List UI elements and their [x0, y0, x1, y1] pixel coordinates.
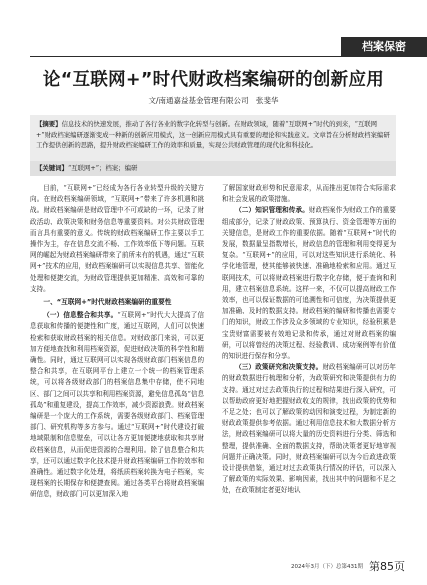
section-heading-1: 一、“互联网+”时代财政档案编研的重要性 [43, 298, 172, 307]
keywords-text: “互联网+”；档案；编研 [67, 164, 138, 172]
article-title: 论“互联网+”时代财政档案编研的创新应用 [42, 70, 385, 90]
left-column [30, 183, 204, 501]
section-tag: 档案保密 [341, 37, 427, 56]
intro-paragraph: 目前，“互联网+”已经成为各行各业转型升级的关键方向。在财政档案编研领域，“互联网+”带来了许多机遇和挑战。财政档案编研是财政管理中不可或缺的一环，记录了财政活动、政策决策和财务信息等重要资料。对公共财政管理而言具有重要的意义。传统的财政档案编研工作主要以手工操作为主，存在信息交流不畅、工作效率低下等问题。互联网的崛起为财政档案编研带来了前所未有的机遇，通过“互联网+”技术的应用，财政档案编研可以实现信息共享、智能化处理和便捷交流，为财政管理提供更加精准、高效和可靠的支持。 [30, 184, 204, 293]
subsection-2 [222, 205, 396, 362]
keywords-label: 【关键词】 [36, 164, 68, 172]
abstract-box [30, 115, 396, 161]
right-column [222, 183, 396, 497]
abstract-text: 信息技术的快速发展，推动了各行各业的数字化转型与创新。在财政领域，随着“互联网+”时代的到来，“互联网+”财政档案编研逐渐变成一种新的创新应用模式，这一创新应用模式具有重要的理论和实践意义。文章旨在分析财政档案编研工作提供创新的思路，提升财政档案编研工作的效率和质量，实现公共财政管理的现代化和科技化。 [36, 120, 390, 149]
continued-paragraph: 了解国家财政形势和民意需求，从而推出更加符合实际需求和社会发展的政策措施。 [222, 184, 396, 204]
subsection-1 [30, 310, 204, 500]
keywords-box [30, 161, 396, 176]
header-rule [30, 56, 427, 57]
page-number: 第85页 [369, 560, 405, 573]
subsection-1-label: （一）信息整合和共享。 [43, 311, 118, 320]
subsection-2-text: 财政档案作为财政工作的重要组成部分，记录了财政政策、预算执行、资金管理等方面的关键信息，是财政工作的重要依据。随着“互联网+”时代的发展，数据量呈指数增长，财政信息的管理和利用变得更为复杂。“互联网+”的应用，可以对这些知识进行系统化、科学化地管理，使其能够被快速、准确地检索和应用。通过互联网技术，可以将财政档案进行数字化存储，便于查询和利用，建立档案信息系统。这样一来，不仅可以提高财政工作效率，也可以保证数据的可追溯性和可信度，为决策提供更加准确、及时的数据支持。财政档案的编研和传播也需要专门的知识，财政工作涉及众多领域的专业知识，经验积累是宝贵财富需要被有效地记录和传承，通过对财政档案的编研，可以将曾经的决策过程、经验教训、成功案例等有价值的知识进行保存和分享。 [222, 206, 396, 361]
subsection-3-label: （三）政策研究和决策支持。 [235, 363, 323, 372]
abstract-label: 【摘要】 [36, 120, 62, 128]
page-footer [291, 558, 405, 574]
author-line: 文/南通嘉益基金管理有限公司 张斐华 [148, 96, 279, 105]
subsection-1-text: “互联网+”时代大大提高了信息获取和传播的便捷性和广度，通过互联网，人们可以快速检索和获取财政档案的相关信息。对财政部门来说，可以更加方便地查找和利用档案资源，促进财政决策的科学性和精确性。同时，通过互联网可以实现各级财政部门档案信息的整合和共享，在互联网平台上建立一个统一的档案管理系统，可以将各级财政部门的档案信息集中存储，使不同地区、部门之间可以共享和利用档案资源，避免信息孤岛“信息孤岛”和重复建设，提高工作效率，减少资源浪费。财政档案编研是一个庞大的工作系统，需要各级财政部门、档案管理部门、研究机构等多方参与。通过“互联网+”时代建设打破地域限制和信息壁垒，可以让各方更加便捷地获取和共享财政档案信息，从而促进资源的合理利用。除了信息整合和共享，还可以通过数字化技术提升财政档案编研工作的效率和准确性。通过数字化处理，将纸质档案转换为电子档案，实现档案的长期保存和便捷查阅。通过各类平台将财政档案编研信息，财政部门可以更加深入地 [30, 311, 204, 499]
subsection-3-text: 财政档案编研可以对历年的财政数据进行梳理和分析，为政策研究和决策提供有力的支持。通过对过去政策执行的过程和结果进行深入研究，可以帮助政府更好地把握财政收支的规律，找出政策的优势和不足之处；也可以了解政策的动因和演变过程，为制定新的财政政策提供参考依据。通过利用信息技术和大数据分析方法，财政档案编研可以将大量的历史资料进行分类、筛选和整理，提供准确、全面的数据支持，帮助决策者更好地审视问题并正确决策。同时，财政档案编研可以为今后政进政策设计提供借鉴，通过对过去政策执行情况的评估，可以深入了解政策的实际效果、影响因素，找出其中的问题和不足之处，在政策制定者更好地认 [222, 363, 396, 495]
subsection-3 [222, 362, 396, 496]
issue-info: 2024年3月（下）总第431期 [291, 564, 363, 570]
subsection-2-label: （二）知识管理和传承。 [235, 206, 309, 215]
